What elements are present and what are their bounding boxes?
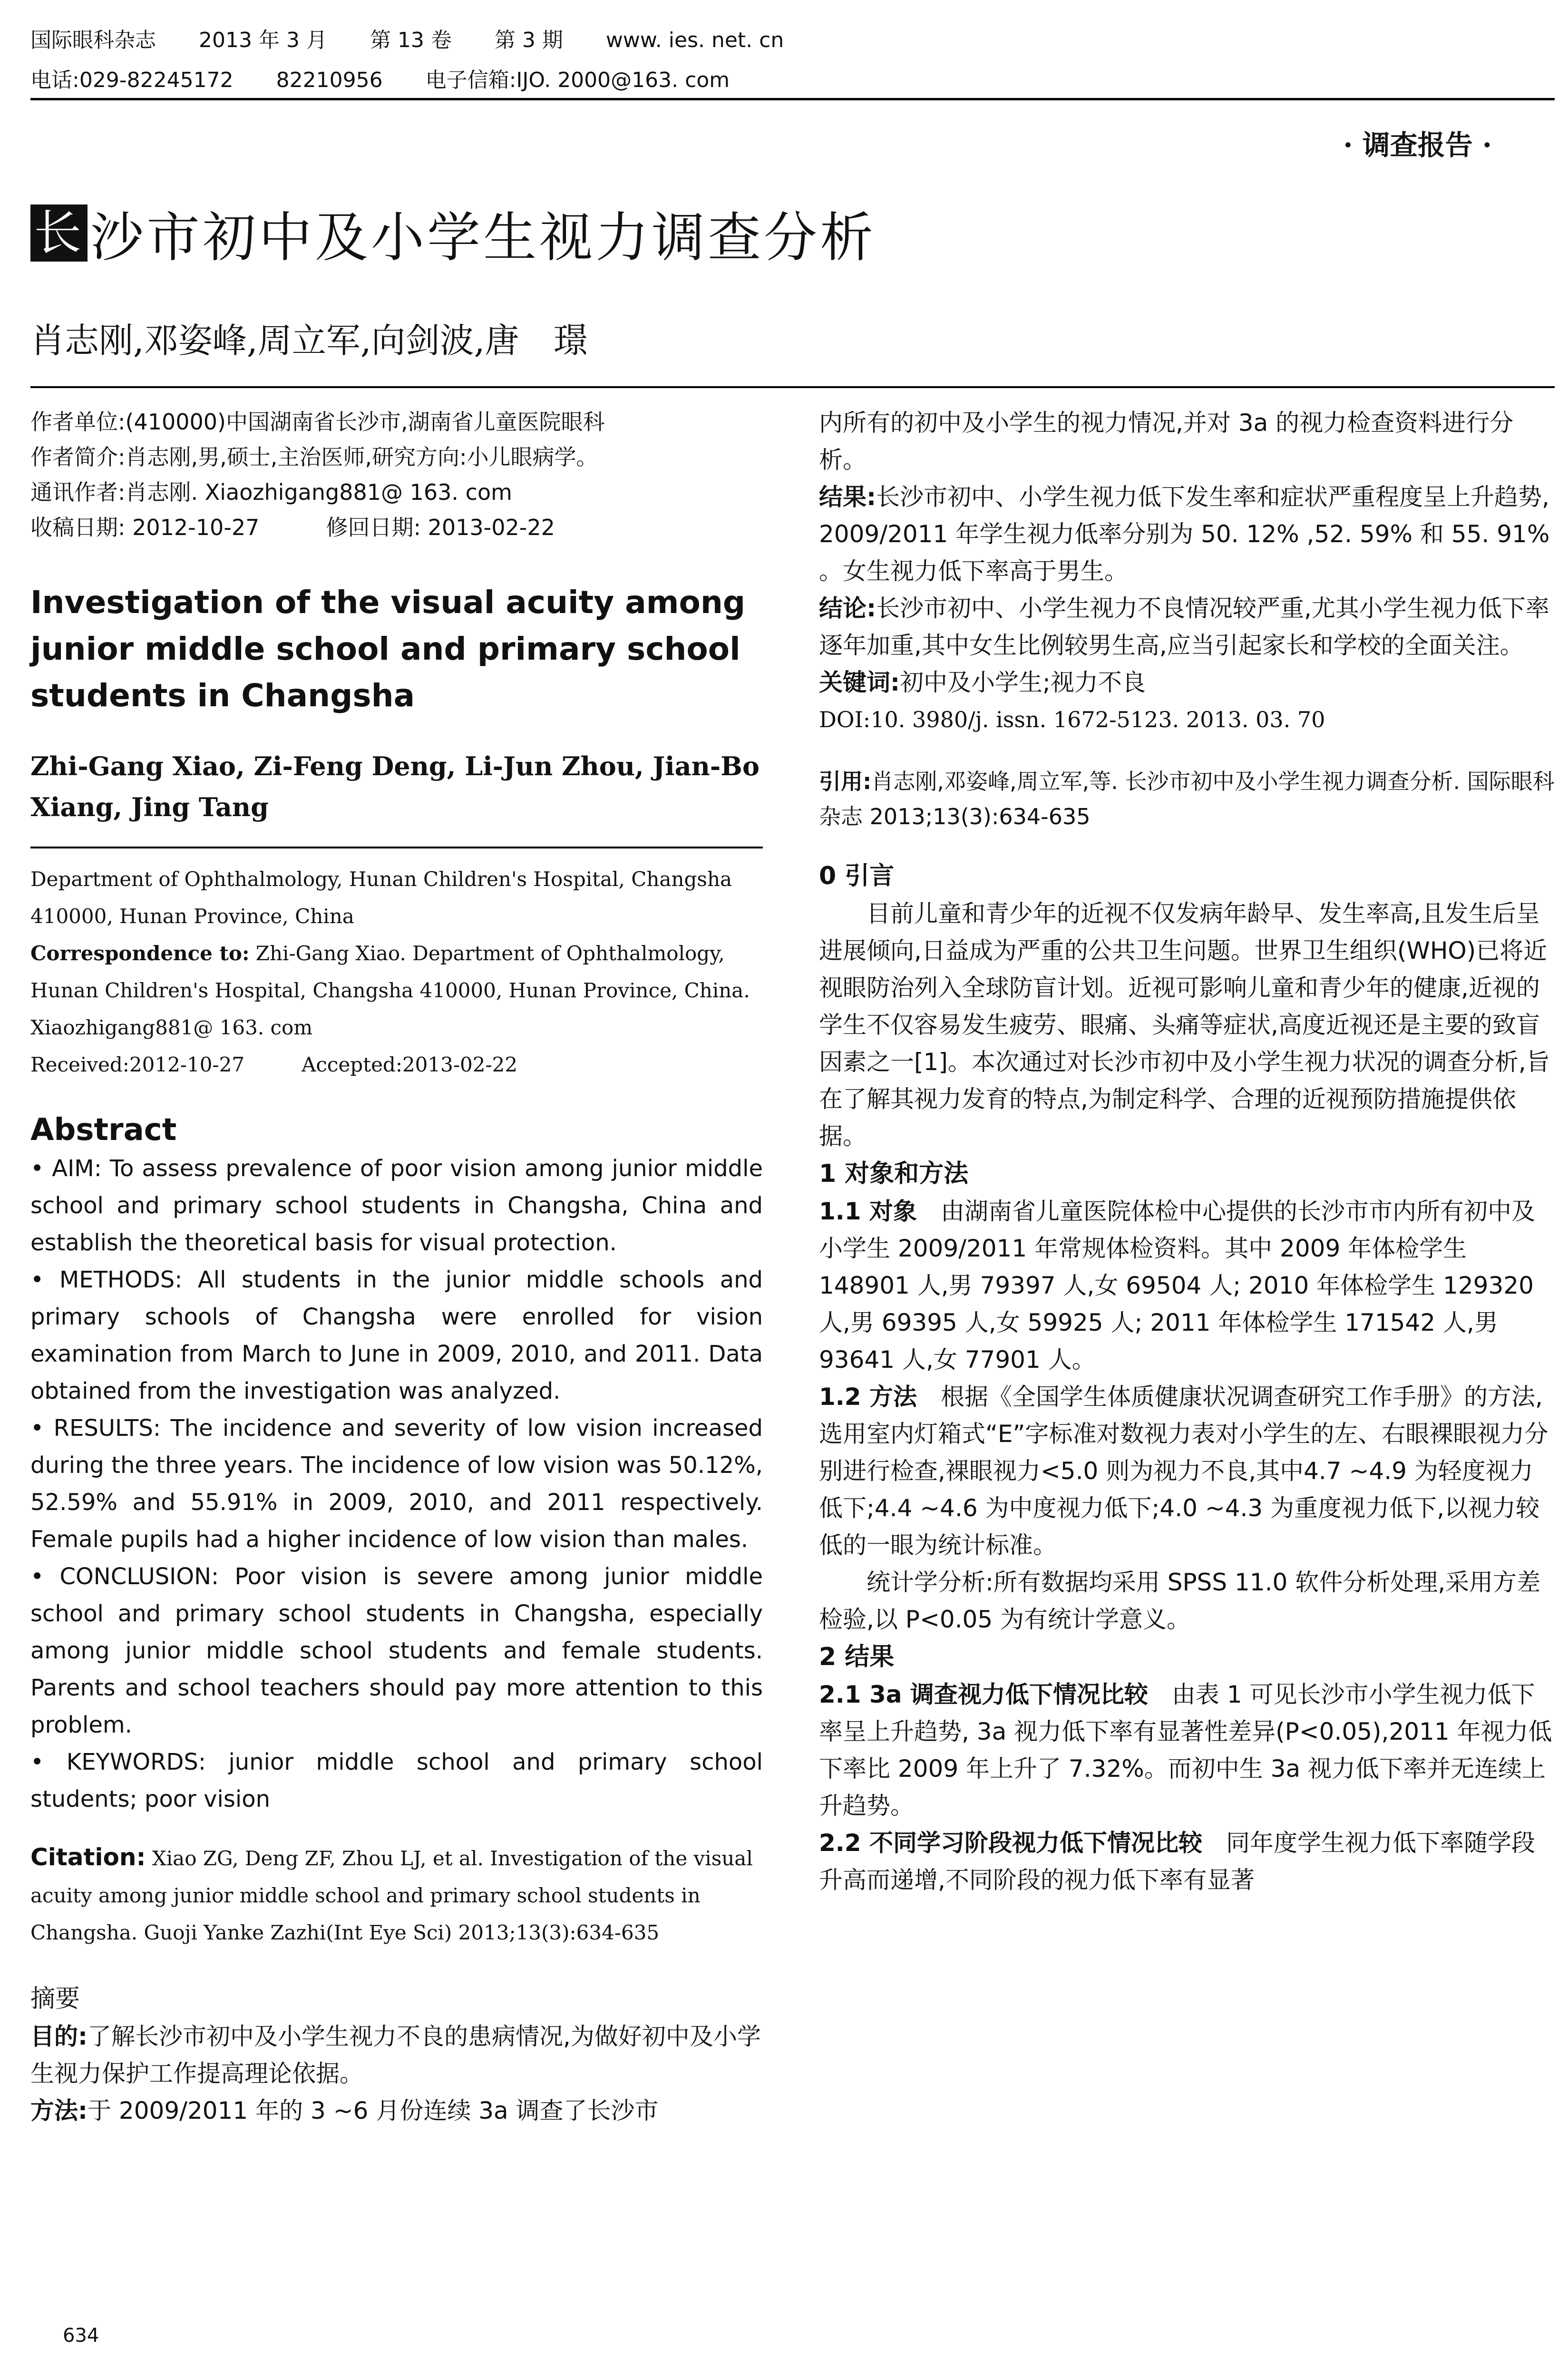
zh-keywords-label: 关键词: — [819, 669, 900, 696]
english-correspondence — [30, 935, 763, 1046]
zh-abstract-aim — [30, 2018, 763, 2092]
section-1-2-statistics: 统计学分析:所有数据均采用 SPSS 11.0 软件分析处理,采用方差检验,以 P<0.05 为有统计学意义。 — [819, 1568, 1541, 1633]
abstract-results: • RESULTS: The incidence and severity of low vision increased during the three years. The incidence of low vision was 50.12%, 52.59% and 55.91% in 2009, 2010, and 2011 respectively. Female pupils had a higher incidence of low vision than males. — [30, 1415, 763, 1553]
citation-zh-text: 肖志刚,邓姿峰,周立军,等. 长沙市初中及小学生视力调查分析. 国际眼科杂志 2013;13(3):634-635 — [819, 769, 1555, 829]
section-1-2-text: 根据《全国学生体质健康状况调查研究工作手册》的方法,选用室内灯箱式“E”字标准对数视力表对小学生的左、右眼裸眼视力分别进行检查,裸眼视力<5.0 则为视力不良,其中4.7 ~4.9 为轻度视力低下;4.4 ~4.6 为中度视力低下;4.0 ~4.3 为重度视力低下,以视力较低的一眼为统计标准。 — [819, 1383, 1549, 1559]
section-2-heading: 2 结果 — [819, 1643, 895, 1671]
zh-results-label: 结果: — [819, 483, 876, 511]
english-accepted: Accepted:2013-02-22 — [302, 1053, 518, 1076]
section-2-2-label: 2.2 不同学习阶段视力低下情况比较 — [819, 1829, 1202, 1857]
zh-abstract-results — [819, 478, 1555, 590]
correspondence-text: Zhi-Gang Xiao. Department of Ophthalmology, Hunan Children's Hospital, Changsha 410000, Hunan Province, China. Xiaozhigang881@ 163. com — [30, 942, 750, 1039]
article-title — [30, 200, 876, 269]
abstract-aim: • AIM: To assess prevalence of poor vision among junior middle school and primary school students in Changsha, China and establish the theoretical basis for visual protection. — [30, 1155, 763, 1256]
journal-phone: 电话:029-82245172 — [30, 68, 234, 92]
zh-keywords — [819, 664, 1555, 701]
zh-keywords-text: 初中及小学生;视力不良 — [900, 669, 1146, 696]
zh-methods-text: 于 2009/2011 年的 3 ~6 月份连续 3a 调查了长沙市 — [88, 2097, 659, 2124]
citation-text: Xiao ZG, Deng ZF, Zhou LJ, et al. Investigation of the visual acuity among junior middle school and primary school students in Changsha. Guoji Yanke Zazhi(Int Eye Sci) 2013;13(3):634-635 — [30, 1847, 753, 1944]
abstract-conclusion: • CONCLUSION: Poor vision is severe among junior middle school and primary school students in Changsha, especially among junior middle school students and female students. Parents and school teachers should pay more attention to this problem. — [30, 1563, 763, 1738]
title-rest: 沙市初中及小学生视力调查分析 — [90, 206, 876, 269]
journal-email: 电子信箱:IJO. 2000@163. com — [425, 68, 730, 92]
section-1-1-text: 由湖南省儿童医院体检中心提供的长沙市市内所有初中及小学生 2009/2011 年常规体检资料。其中 2009 年体检学生 148901 人,男 79397 人,女 69504 人; 2010 年体检学生 129320 人,男 69395 人,女 59925 人; 2011 年体检学生 171542 人,男 93641 人,女 77901 人。 — [819, 1198, 1535, 1374]
citation-label: Citation: — [30, 1843, 146, 1871]
section-1-1-label: 1.1 对象 — [819, 1198, 917, 1225]
header-rule — [30, 98, 1555, 100]
abstract-heading: Abstract — [30, 1112, 177, 1148]
zh-abstract-conclusion — [819, 590, 1555, 664]
authors-zh: 肖志刚,邓姿峰,周立军,向剑波,唐 璟 — [30, 321, 588, 360]
issue-number: 第 3 期 — [494, 28, 563, 52]
journal-phone-2: 82210956 — [276, 68, 383, 92]
english-affiliation: Department of Ophthalmology, Hunan Children's Hospital, Changsha 410000, Hunan Province, China — [30, 867, 732, 928]
doi: DOI:10. 3980/j. issn. 1672-5123. 2013. 03. 70 — [819, 707, 1325, 732]
section-2-2 — [819, 1824, 1555, 1899]
zh-results-text: 长沙市初中、小学生视力低下发生率和症状严重程度呈上升趋势, 2009/2011 年学生视力低率分别为 50. 12% ,52. 59% 和 55. 91% 。女生视力低下率高于男生。 — [819, 483, 1550, 585]
section-1-2-label: 1.2 方法 — [819, 1383, 917, 1411]
section-0-paragraph: 目前儿童和青少年的近视不仅发病年龄早、发生率高,且发生后呈进展倾向,日益成为严重的公共卫生问题。世界卫生组织(WHO)已将近视眼防治列入全球防盲计划。近视可影响儿童和青少年的健康,近视的学生不仅容易发生疲劳、眼痛、头痛等症状,高度近视还是主要的致盲因素之一[1]。本次通过对长沙市初中及小学生视力状况的调查分析,旨在了解其视力发育的特点,为制定科学、合理的近视预防措施提供依据。 — [819, 900, 1550, 1150]
section-2-2-text: 同年度学生视力低下率随学段升高而递增,不同阶段的视力低下率有显著 — [819, 1829, 1535, 1894]
revised-zh: 修回日期: 2013-02-22 — [326, 515, 555, 540]
english-received: Received:2012-10-27 — [30, 1053, 245, 1076]
english-title: Investigation of the visual acuity among junior middle school and primary school students in Changsha — [30, 584, 746, 714]
section-0-heading: 0 引言 — [819, 862, 895, 890]
zh-aim-label: 目的: — [30, 2023, 88, 2050]
issue-date: 2013 年 3 月 — [199, 28, 327, 52]
running-header-line2 — [30, 63, 772, 93]
author-bio-zh: 作者简介:肖志刚,男,硕士,主治医师,研究方向:小儿眼病学。 — [30, 444, 598, 470]
zh-conclusion-label: 结论: — [819, 594, 876, 622]
running-header-line1 — [30, 23, 827, 53]
zh-methods-label: 方法: — [30, 2097, 88, 2124]
citation-zh-label: 引用: — [819, 769, 872, 794]
zh-conclusion-text: 长沙市初中、小学生视力不良情况较严重,尤其小学生视力低下率逐年加重,其中女生比例较男生高,应当引起家长和学校的全面关注。 — [819, 594, 1549, 659]
citation-en — [30, 1839, 763, 1951]
journal-name: 国际眼科杂志 — [30, 28, 156, 52]
section-tag: · 调查报告 · — [1343, 129, 1492, 161]
dates-zh — [30, 510, 763, 545]
received-zh: 收稿日期: 2012-10-27 — [30, 515, 260, 540]
zh-abstract-heading: 摘要 — [30, 1985, 80, 2013]
page-number: 634 — [63, 2325, 99, 2347]
english-dates — [30, 1046, 763, 1083]
correspondence-zh: 通讯作者:肖志刚. Xiaozhigang881@ 163. com — [30, 479, 512, 505]
right-column — [819, 404, 1555, 1899]
english-authors: Zhi-Gang Xiao, Zi-Feng Deng, Li-Jun Zhou, Jian-Bo Xiang, Jing Tang — [30, 751, 760, 822]
section-2-1-text: 由表 1 可见长沙市小学生视力低下率呈上升趋势, 3a 视力低下率有显著性差异(P<0.05),2011 年视力低下率比 2009 年上升了 7.32%。而初中生 3a 视力低下率并无连续上升趋势。 — [819, 1681, 1552, 1820]
correspondence-label: Correspondence to: — [30, 942, 250, 965]
section-1-1 — [819, 1193, 1555, 1378]
volume: 第 13 卷 — [370, 28, 452, 52]
section-1-2 — [819, 1378, 1555, 1564]
section-2-1-label: 2.1 3a 调查视力低下情况比较 — [819, 1681, 1148, 1708]
zh-methods-continued: 内所有的初中及小学生的视力情况,并对 3a 的视力检查资料进行分析。 — [819, 409, 1514, 474]
title-rule — [30, 386, 1555, 388]
zh-abstract-methods — [30, 2092, 763, 2129]
zh-aim-text: 了解长沙市初中及小学生视力不良的患病情况,为做好初中及小学生视力保护工作提高理论依据。 — [30, 2023, 761, 2087]
abstract-keywords: • KEYWORDS: junior middle school and primary school students; poor vision — [30, 1749, 763, 1812]
section-2-1 — [819, 1676, 1555, 1824]
title-initial-char: 长 — [30, 205, 88, 262]
abstract-methods: • METHODS: All students in the junior middle schools and primary schools of Changsha were enrolled for vision examination from March to June in 2009, 2010, and 2011. Data obtained from the investigation was analyzed. — [30, 1266, 763, 1404]
journal-website: www. ies. net. cn — [605, 28, 784, 52]
section-1-heading: 1 对象和方法 — [819, 1159, 969, 1188]
citation-zh — [819, 764, 1555, 834]
left-column — [30, 404, 763, 2129]
affiliation-zh: 作者单位:(410000)中国湖南省长沙市,湖南省儿童医院眼科 — [30, 409, 605, 435]
